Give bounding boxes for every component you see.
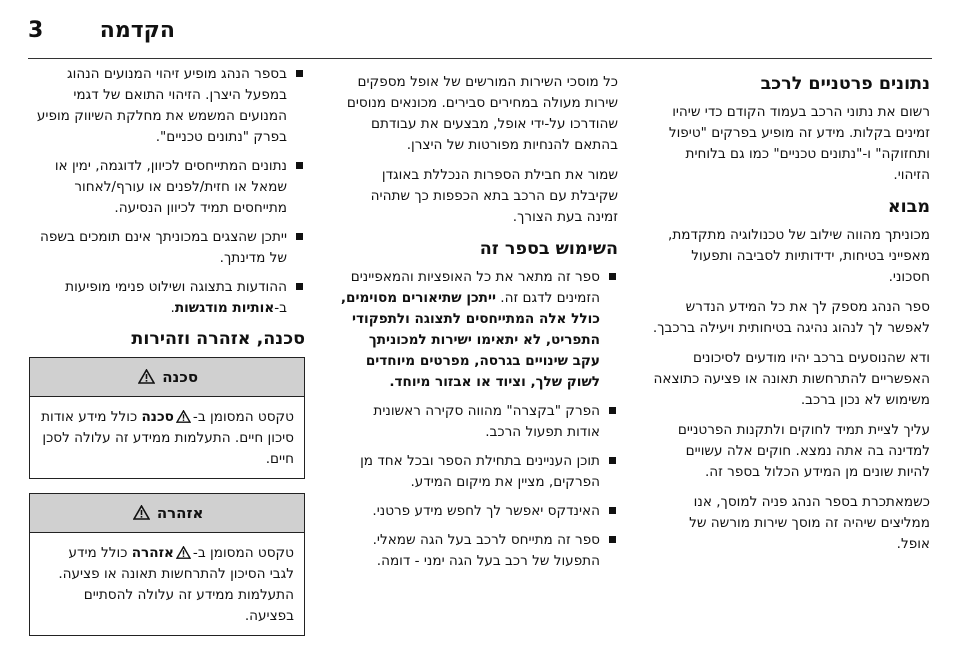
square-bullet-icon: [296, 233, 303, 240]
paragraph: ספר הנהג מספק לך את כל המידע הנדרש לאפשר לך לנהוג נהיגה בטיחותית ויעילה ברכבך.: [652, 299, 930, 336]
list-item-bold-text: אותיות מודגשות: [174, 300, 275, 316]
box-bold-word: סכנה: [141, 409, 174, 425]
section-title-intro: מבוא: [887, 197, 930, 217]
box-text: טקסט המסומן ב-: [192, 409, 294, 425]
column-1: [652, 72, 930, 564]
square-bullet-icon: [296, 70, 303, 77]
paragraph: רשום את נתוני הרכב בעמוד הקודם כדי שיהיו זמינים בקלות. מידע זה מופיע בפרקים "טיפול ותחזוקה" ו-"נתונים טכניים" כמו גם בלוחית הזיהוי.: [668, 104, 930, 183]
list-item-text: .: [170, 300, 175, 316]
danger-box-label: סכנה: [162, 368, 199, 386]
section-title-usage: השימוש בספר זה: [479, 239, 618, 259]
square-bullet-icon: [609, 457, 616, 464]
list-item-text: ספר זה מתייחס לרכב בעל הגה שמאלי. התפעול של רכב בעל הגה ימני - דומה.: [372, 532, 600, 569]
chapter-title: הקדמה: [99, 18, 175, 43]
paragraph: שמור את חבילת הספרות הנכללת באוגדן שקיבלת עם הרכב בתא הכפפות כך שתהיה זמינה בעת הצורך.: [370, 167, 618, 225]
bullet-list: [338, 267, 618, 572]
list-item-text: תוכן העניינים בתחילת הספר ובכל אחד מן הפרקים, מציין את מיקום המידע.: [360, 453, 600, 490]
square-bullet-icon: [609, 407, 616, 414]
list-item: [29, 64, 305, 148]
list-item: [338, 401, 618, 443]
list-item-text: נתונים המתייחסים לכיוון, לדוגמה, ימין או שמאל או חזית/לפנים או עורף/לאחור מתייחסים תמיד לכיוון הנסיעה.: [54, 158, 287, 216]
paragraph: ודא שהנוסעים ברכב יהיו מודעים לסיכונים האפשריים להתרחשות תאונה או פציעה כתוצאה משימוש לא נכון ברכב.: [653, 350, 930, 408]
list-item-text: ייתכן שהצגים במכוניתך אינם תומכים בשפה של מדינתך.: [39, 229, 287, 266]
warning-triangle-icon: [176, 546, 191, 559]
box-bold-word: אזהרה: [131, 545, 174, 561]
bullet-list: [29, 64, 305, 319]
paragraph: כל מוסכי השירות המורשים של אופל מספקים שירות מעולה במחירים סבירים. מכונאים מנוסים שהודרכו על-ידי אופל, מבצעים את עבודתם בהתאם להנחיות מפורטות של היצרן.: [346, 74, 618, 153]
paragraph: כשמאתכרת בספר הנהג פניה למוסך, אנו ממליצים שיהיה זה מוסך שירות מורשה של אופל.: [689, 494, 930, 552]
square-bullet-icon: [609, 507, 616, 514]
box-text: כולל מידע אודות סיכון חיים. התעלמות ממידע זה עלולה לסכן חיים.: [41, 409, 294, 467]
list-item: [29, 156, 305, 219]
danger-box-header: [30, 358, 304, 397]
paragraph: עליך לציית תמיד לחוקים ולתקנות הפרטניים למדינה בה אתה נמצא. חוקים אלה עשויים להיות שונים מן המידע הכלול בספר זה.: [677, 422, 930, 480]
section-title-danger-warning: סכנה, אזהרה וזהירות: [131, 329, 305, 349]
section-title-vehicle-data: נתונים פרטניים לרכב: [760, 74, 930, 94]
header-divider: [28, 58, 932, 59]
square-bullet-icon: [296, 283, 303, 290]
list-item-text: ספר זה מתאר את כל האופציות והמאפיינים הזמינים לדגם זה.: [350, 269, 600, 306]
list-item: [338, 451, 618, 493]
box-text: כולל מידע לגבי הסיכון להתרחשות תאונה או פציעה. התעלמות ממידע זה עלולה להסתיים בפציעה.: [58, 545, 294, 624]
warning-box: [29, 493, 305, 636]
warning-box-header: [30, 494, 304, 533]
column-2: [338, 72, 618, 580]
page-number: 3: [28, 18, 44, 43]
square-bullet-icon: [609, 536, 616, 543]
warning-box-label: אזהרה: [156, 504, 204, 522]
square-bullet-icon: [609, 273, 616, 280]
list-item-bold-text: ייתכן שתיאורים מסוימים, כולל אלה המתייחסים לתצוגה ולתפקודי התפריט, לא יתאימו ישירות למכוניתך עקב שינויים בגרסה, מפרטים מיוחדים לשוק שלך, וציוד או אבזור מיוחד.: [340, 290, 600, 390]
column-3: [29, 64, 305, 650]
box-text: טקסט המסומן ב-: [192, 545, 294, 561]
list-item-text: הפרק "בקצרה" מהווה סקירה ראשונית אודות תפעול הרכב.: [373, 403, 600, 440]
warning-triangle-icon: [133, 505, 150, 520]
list-item: [29, 277, 305, 319]
list-item: [338, 267, 618, 393]
warning-box-text: [30, 533, 304, 635]
danger-box-text: [30, 397, 304, 478]
danger-box: [29, 357, 305, 479]
list-item: [338, 501, 618, 522]
paragraph: מכוניתך מהווה שילוב של טכנולוגיה מתקדמת, מאפייני בטיחות, ידידותיות לסביבה ותפעול חסכוני.: [668, 227, 930, 285]
list-item-text: בספר הנהג מופיע זיהוי המנועים הנהוג במפעל היצרן. הזיהוי התואם של דגמי המנועים המשמש את מחלקת השיווק מופיע בפרק "נתונים טכניים".: [36, 66, 287, 145]
warning-triangle-icon: [138, 369, 155, 384]
square-bullet-icon: [296, 162, 303, 169]
list-item: [338, 530, 618, 572]
list-item-text: ההודעות בתצוגה ושילוט פנימי מופיעות ב-: [65, 279, 287, 316]
warning-triangle-icon: [176, 410, 191, 423]
list-item: [29, 227, 305, 269]
list-item-text: האינדקס יאפשר לך לחפש מידע פרטני.: [372, 503, 600, 519]
